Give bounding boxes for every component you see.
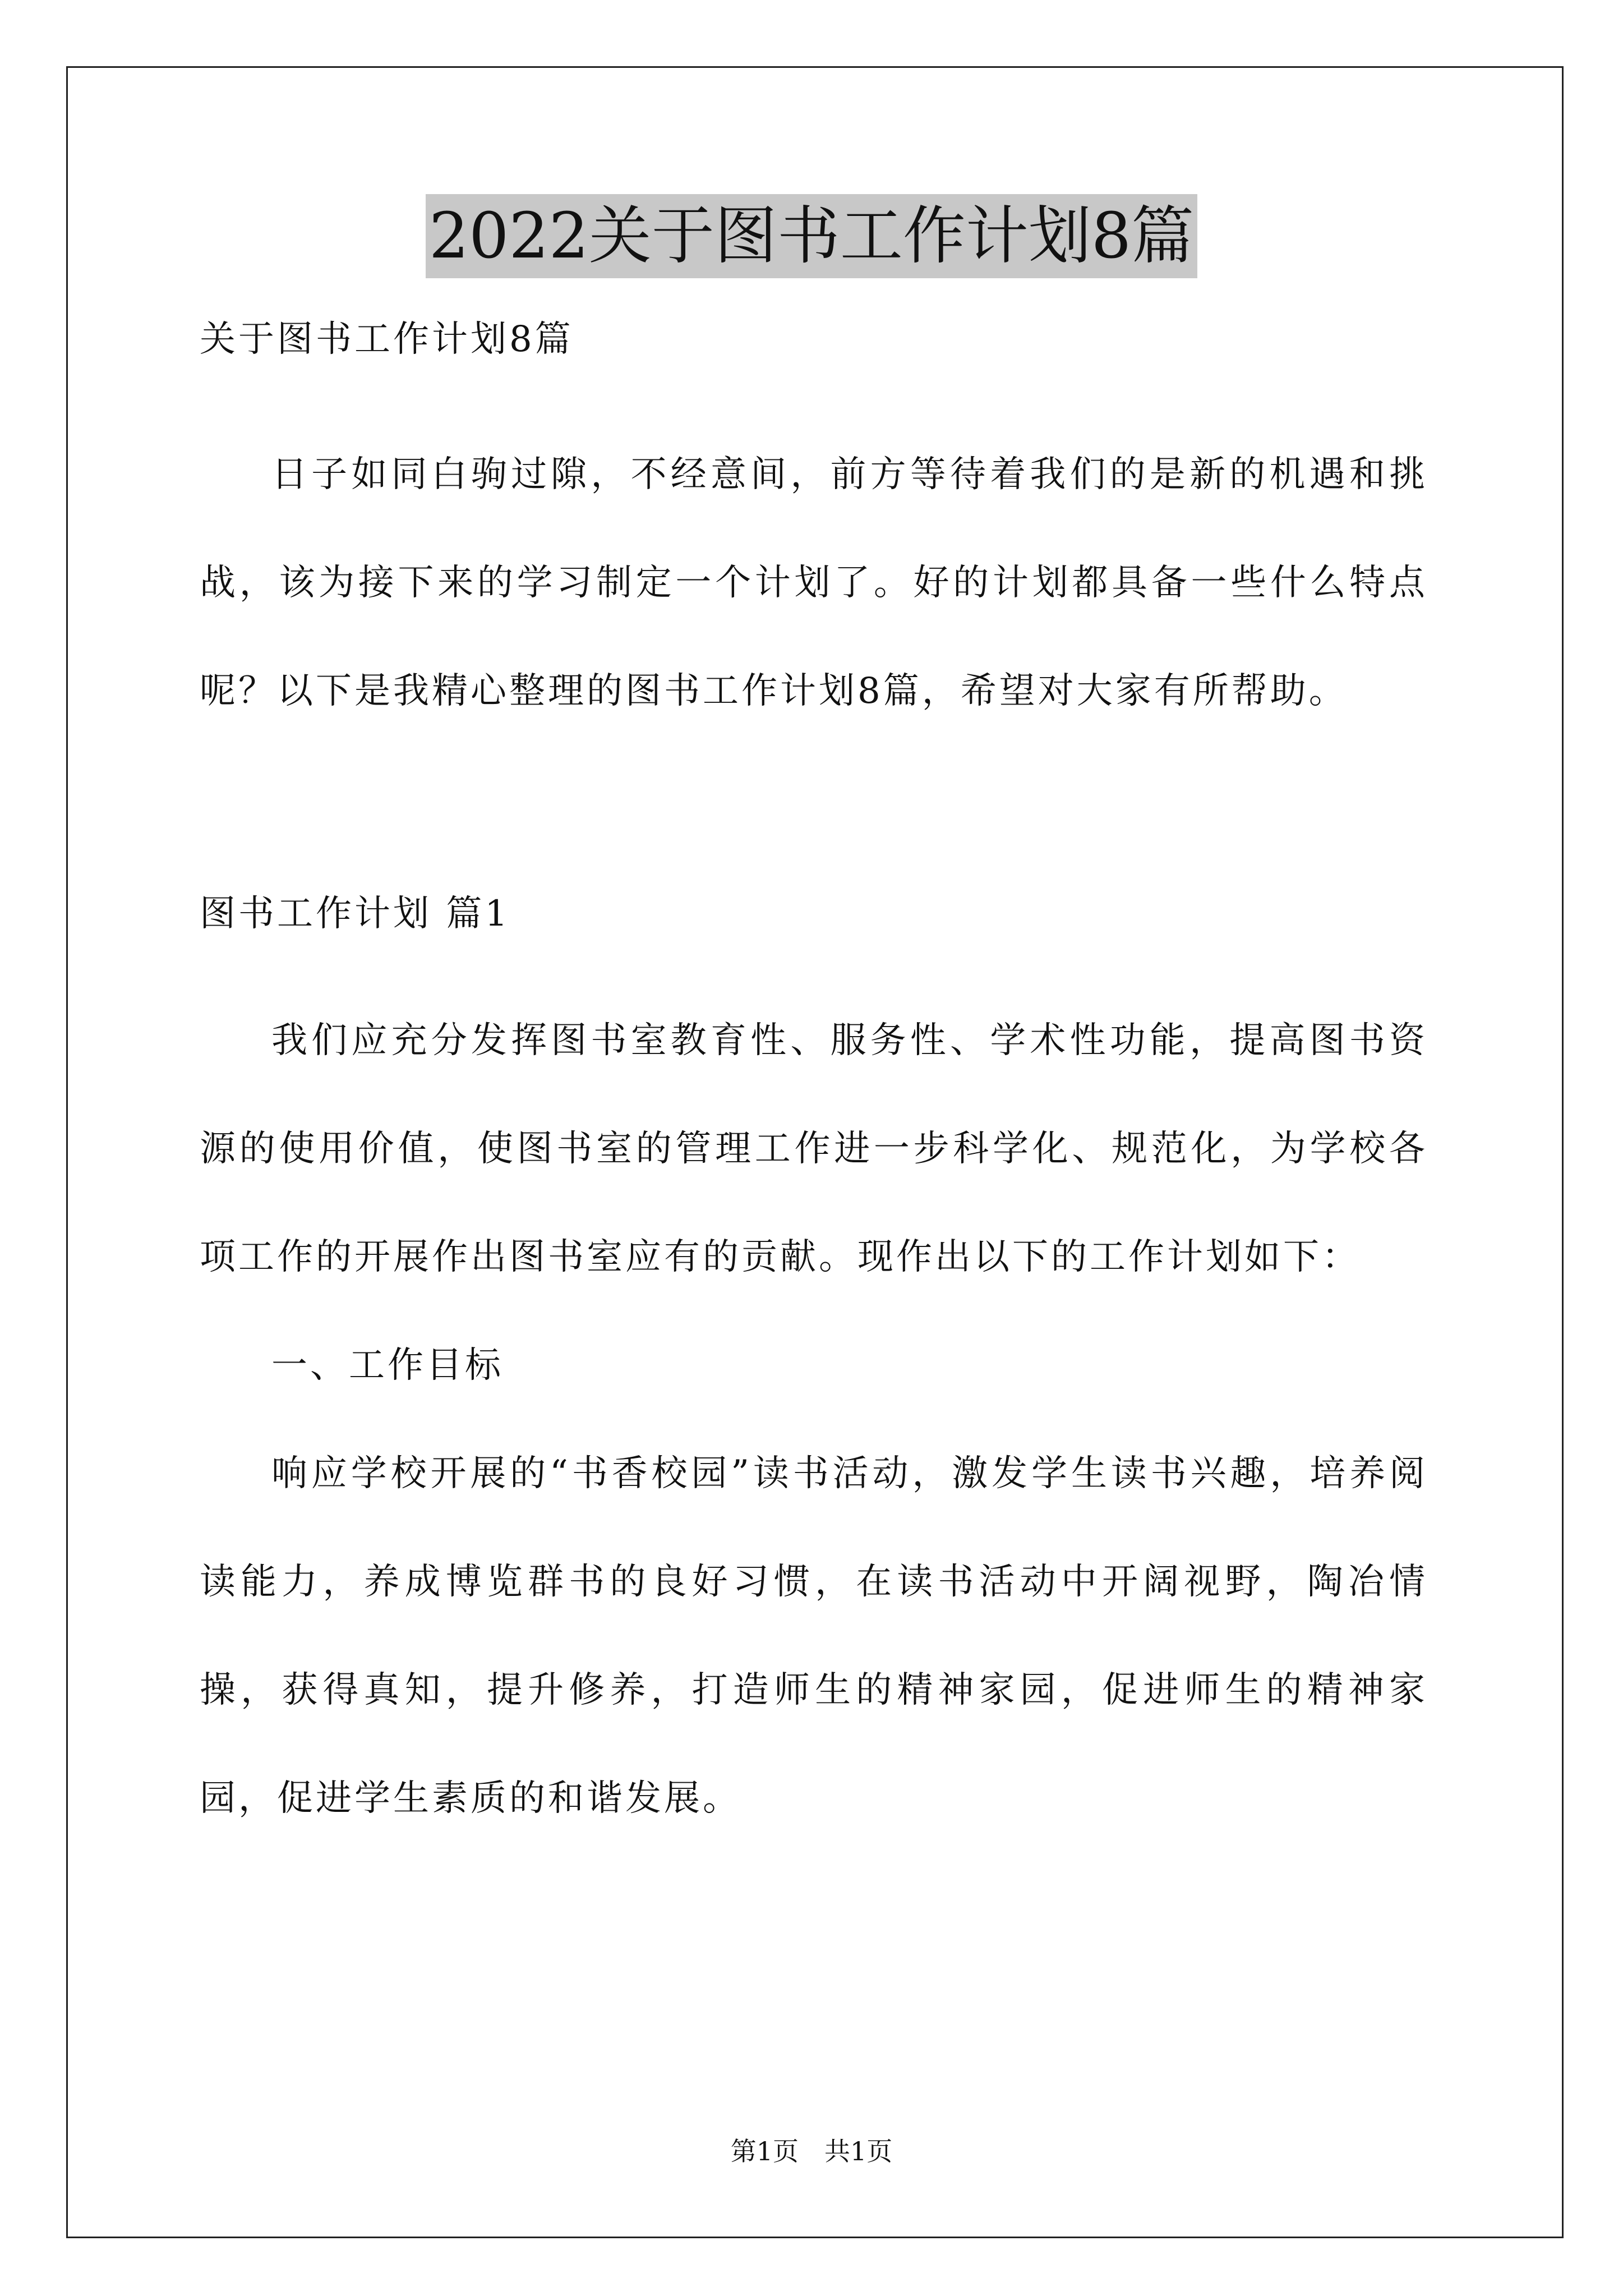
intro-paragraph: 日子如同白驹过隙，不经意间，前方等待着我们的是新的机遇和挑战，该为接下来的学习制定一个计划了。好的计划都具备一些什么特点呢？以下是我精心整理的图书工作计划8篇，希望对大家有所帮助。 [200,454,1428,712]
section-paragraph: 我们应充分发挥图书室教育性、服务性、学术性功能，提高图书资源的使用价值，使图书室的管理工作进一步科学化、规范化，为学校各项工作的开展作出图书室应有的贡献。现作出以下的工作计划如下： [200,1020,1428,1278]
section-heading: 图书工作计划 篇1 [200,893,511,935]
goal-paragraph: 响应学校开展的“书香校园”读书活动，激发学生读书兴趣，培养阅读能力，养成博览群书的良好习惯，在读书活动中开阔视野，陶冶情操，获得真知，提升修养，打造师生的精神家园，促进师生的精神家园，促进学生素质的和谐发展。 [200,1453,1428,1819]
document-subtitle: 关于图书工作计划8篇 [200,319,574,360]
page-footer: 第1页 共1页 [730,2136,893,2166]
document-title: 2022关于图书工作计划8篇 [426,194,1197,278]
title-container [0,194,1623,278]
goal-heading: 一、工作目标 [271,1345,504,1386]
document-body [200,311,1428,1853]
